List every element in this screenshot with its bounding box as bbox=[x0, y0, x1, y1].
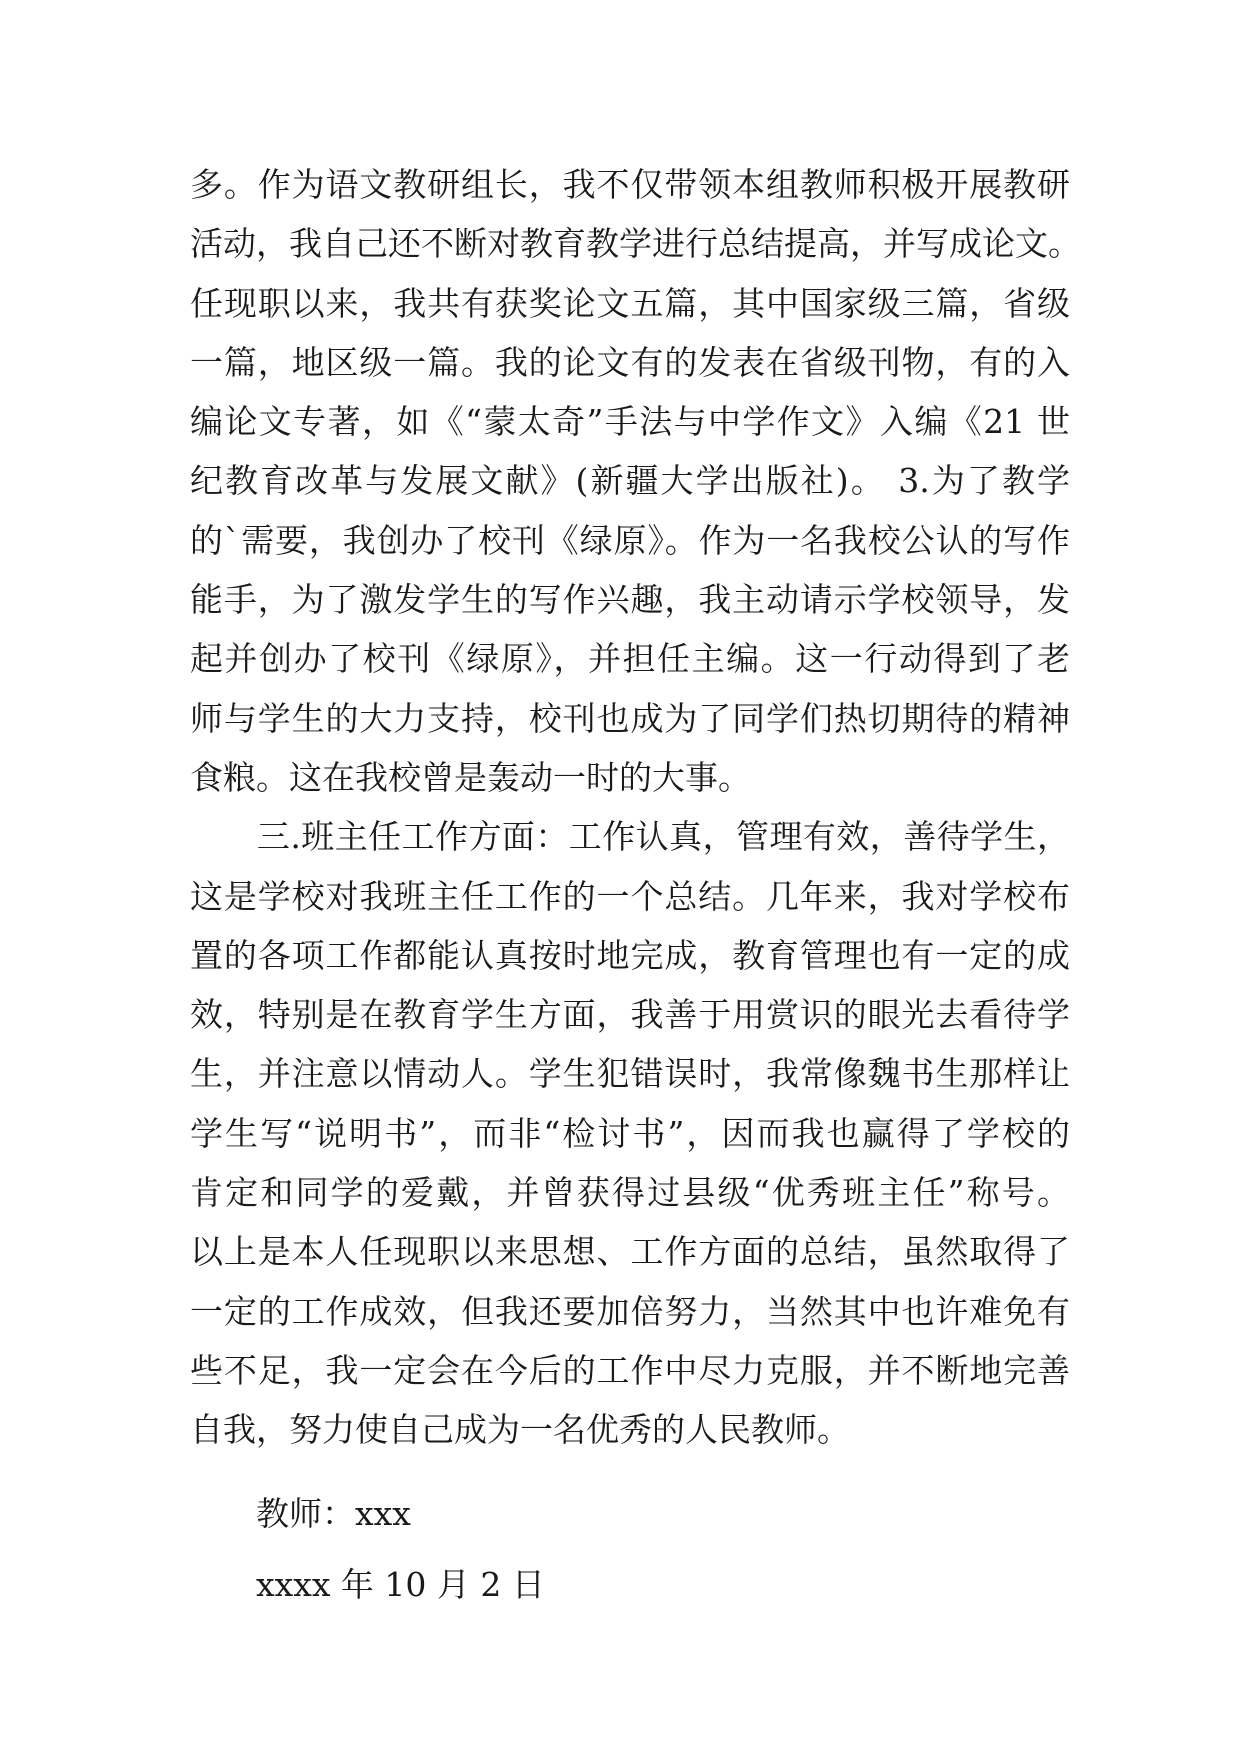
signature-date: xxxx 年 10 月 2 日 bbox=[256, 1564, 545, 1604]
text-line: 些不足，我一定会在今后的工作中尽力克服，并不断地完善 bbox=[190, 1350, 1070, 1390]
spacer bbox=[190, 1460, 1070, 1478]
text-line: 置的各项工作都能认真按时地完成，教育管理也有一定的成 bbox=[190, 935, 1070, 975]
text-line: 编论文专著，如《“蒙太奇”手法与中学作文》入编《21 世 bbox=[190, 402, 1070, 442]
paragraph-homeroom-work bbox=[190, 807, 1070, 1459]
text-line: 的`需要，我创办了校刊《绿原》。作为一名我校公认的写作 bbox=[190, 520, 1070, 560]
text-line: 这是学校对我班主任工作的一个总结。几年来，我对学校布 bbox=[190, 876, 1070, 916]
text-line: 纪教育改革与发展文献》(新疆大学出版社)。 3.为了教学 bbox=[190, 461, 1070, 501]
text-line: 活动，我自己还不断对教育教学进行总结提高，并写成论文。 bbox=[190, 224, 1081, 264]
text-line: 生，并注意以情动人。学生犯错误时，我常像魏书生那样让 bbox=[190, 1054, 1070, 1094]
paragraph-summary-papers bbox=[190, 155, 1081, 807]
text-line: 自我，努力使自己成为一名优秀的人民教师。 bbox=[190, 1410, 850, 1450]
text-line: 三.班主任工作方面：工作认真，管理有效，善待学生， bbox=[190, 817, 1070, 857]
teacher-signature: 教师：xxx bbox=[256, 1493, 411, 1533]
text-line: 食粮。这在我校曾是轰动一时的大事。 bbox=[190, 757, 751, 797]
text-line: 学生写“说明书”，而非“检讨书”，因而我也赢得了学校的 bbox=[190, 1113, 1070, 1153]
signature-block bbox=[190, 1478, 1070, 1620]
text-line: 起并创办了校刊《绿原》，并担任主编。这一行动得到了老 bbox=[190, 639, 1070, 679]
text-line: 以上是本人任现职以来思想、工作方面的总结，虽然取得了 bbox=[190, 1232, 1070, 1272]
text-line: 多。作为语文教研组长，我不仅带领本组教师积极开展教研 bbox=[190, 165, 1070, 204]
text-line: 肯定和同学的爱戴，并曾获得过县级“优秀班主任”称号。 bbox=[190, 1173, 1070, 1213]
text-line: 一定的工作成效，但我还要加倍努力，当然其中也许难免有 bbox=[190, 1291, 1070, 1331]
document-body bbox=[190, 155, 1081, 1620]
text-line: 能手，为了激发学生的写作兴趣，我主动请示学校领导，发 bbox=[190, 580, 1070, 620]
text-line: 师与学生的大力支持，校刊也成为了同学们热切期待的精神 bbox=[190, 698, 1070, 738]
text-line: 效，特别是在教育学生方面，我善于用赏识的眼光去看待学 bbox=[190, 995, 1070, 1035]
text-line: 任现职以来，我共有获奖论文五篇，其中国家级三篇，省级 bbox=[190, 283, 1070, 323]
text-line: 一篇，地区级一篇。我的论文有的发表在省级刊物，有的入 bbox=[190, 342, 1070, 382]
